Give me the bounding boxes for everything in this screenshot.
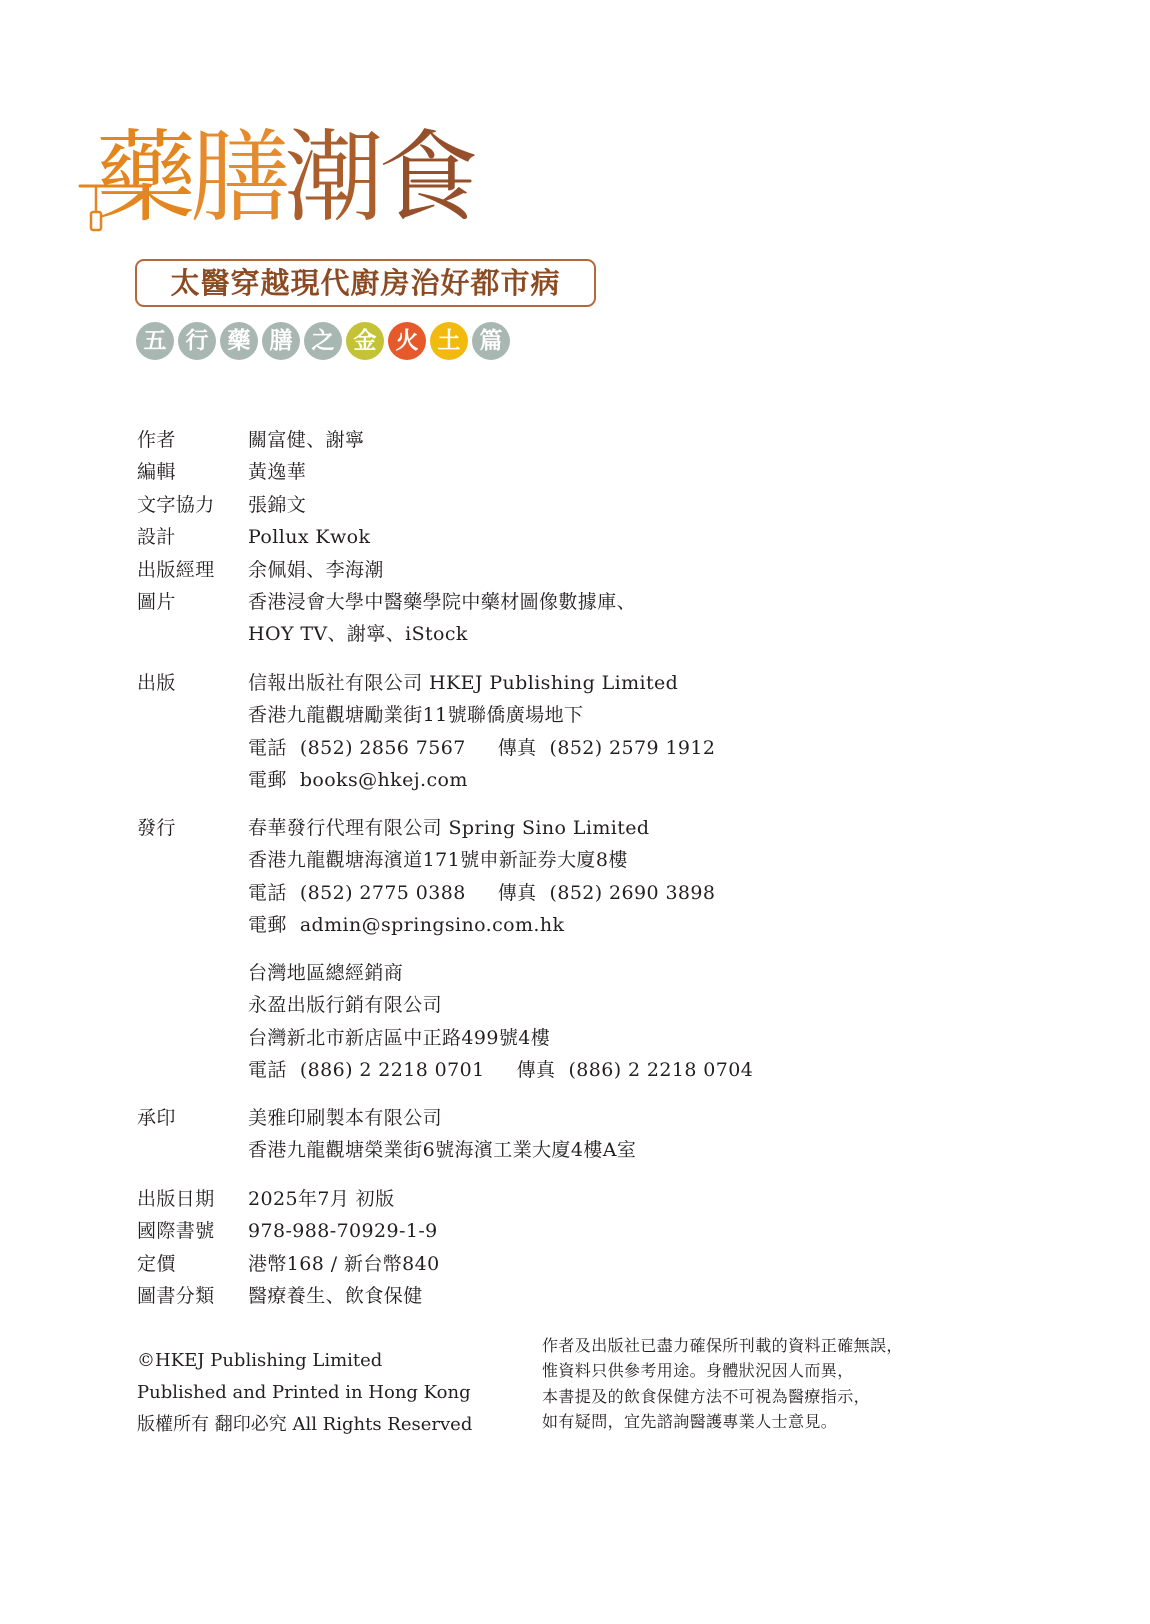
copyright-line: Published and Printed in Hong Kong [137, 1382, 471, 1403]
phone-number: (852) 2856 7567 [299, 736, 466, 759]
detail-row-category [137, 1280, 897, 1312]
credits-section [137, 424, 897, 651]
detail-value: 醫療養生、飲食保健 [248, 1285, 423, 1308]
publisher-info [248, 667, 897, 797]
logo-char: 食 [378, 119, 472, 236]
series-badge: 之 [304, 322, 342, 360]
copyright-notice [137, 1345, 517, 1441]
taiwan-distributor-heading: 台灣地區總經銷商 [248, 962, 404, 984]
fax-number: (886) 2 2218 0704 [568, 1059, 754, 1082]
distributor-label: 發行 [137, 817, 176, 839]
subtitle-box [135, 259, 596, 307]
email-address: admin@springsino.com.hk [299, 914, 565, 937]
credit-row-writing-assist [137, 489, 897, 521]
printer-row [137, 1102, 897, 1167]
printer-info [248, 1102, 897, 1167]
email-label: 電郵 [248, 769, 287, 792]
phone-number: (886) 2 2218 0701 [299, 1059, 485, 1082]
detail-row-price [137, 1248, 897, 1280]
disclaimer-line: 如有疑問，宜先諮詢醫護專業人士意見。 [542, 1411, 838, 1431]
detail-row-isbn [137, 1215, 897, 1247]
fax-label: 傳真 [497, 881, 537, 904]
phone-label: 電話 [248, 736, 287, 759]
series-badges [136, 322, 510, 360]
credit-row-design [137, 521, 897, 553]
series-badge: 火 [388, 322, 426, 360]
taiwan-distributor-address: 台灣新北市新店區中正路499號4樓 [248, 1026, 551, 1049]
email-label: 電郵 [248, 914, 287, 937]
phone-number: (852) 2775 0388 [299, 881, 466, 904]
publisher-section [137, 667, 897, 797]
distributor-section [137, 812, 897, 942]
detail-row-date [137, 1183, 897, 1215]
credit-label: 作者 [137, 429, 176, 451]
fax-number: (852) 2690 3898 [549, 881, 716, 904]
logo-char: 藥 [96, 119, 190, 236]
detail-label: 國際書號 [137, 1220, 215, 1243]
phone-label: 電話 [248, 881, 287, 904]
logo-char: 膳 [190, 119, 284, 236]
credit-value-line: 香港浸會大學中醫藥學院中藥材圖像數據庫、 [248, 591, 637, 614]
credit-row-images [137, 586, 897, 651]
disclaimer [542, 1333, 922, 1434]
publisher-label: 出版 [137, 672, 176, 694]
series-badge: 行 [178, 322, 216, 360]
copyright-line: 版權所有 翻印必究 All Rights Reserved [137, 1414, 473, 1435]
printer-label: 承印 [137, 1107, 176, 1129]
credit-value: 張錦文 [248, 493, 307, 516]
copyright-line: ©HKEJ Publishing Limited [137, 1350, 383, 1371]
credit-value-line: HOY TV、謝寧、iStock [248, 623, 468, 646]
credit-label: 文字協力 [137, 493, 215, 516]
distributor-phone-line [248, 877, 897, 909]
publisher-row [137, 667, 897, 797]
publisher-name: 信報出版社有限公司 HKEJ Publishing Limited [248, 672, 679, 694]
distributor-info [248, 812, 897, 942]
series-badge: 五 [136, 322, 174, 360]
credit-label: 圖片 [137, 591, 176, 614]
credit-row-editor [137, 456, 897, 488]
series-badge: 金 [346, 322, 384, 360]
publisher-address: 香港九龍觀塘勵業街11號聯僑廣場地下 [248, 704, 584, 727]
detail-value: 978-988-70929-1-9 [248, 1220, 438, 1243]
series-badge: 膳 [262, 322, 300, 360]
detail-label: 定價 [137, 1252, 176, 1275]
email-address: books@hkej.com [299, 769, 468, 792]
disclaimer-line: 惟資料只供參考用途。身體狀況因人而異， [542, 1361, 854, 1381]
details-section [137, 1183, 897, 1313]
taiwan-distributor-info [248, 957, 897, 1087]
distributor-name: 春華發行代理有限公司 Spring Sino Limited [248, 817, 650, 839]
subtitle: 太醫穿越現代廚房治好都市病 [170, 266, 561, 300]
logo-char: 潮 [284, 119, 378, 236]
fax-label: 傳真 [497, 736, 537, 759]
distributor-address: 香港九龍觀塘海濱道171號申新証券大廈8樓 [248, 849, 628, 872]
detail-value: 港幣168 / 新台幣840 [248, 1252, 440, 1275]
series-badge: 藥 [220, 322, 258, 360]
taiwan-distributor-row [137, 957, 897, 1087]
series-badge: 土 [430, 322, 468, 360]
fax-number: (852) 2579 1912 [549, 736, 716, 759]
printer-address: 香港九龍觀塘榮業街6號海濱工業大廈4樓A室 [248, 1139, 637, 1162]
disclaimer-line: 作者及出版社已盡力確保所刊載的資料正確無誤， [542, 1336, 903, 1355]
credit-value [248, 586, 897, 651]
credit-value: 黃逸華 [248, 461, 307, 484]
publisher-phone-line [248, 732, 897, 764]
detail-label: 出版日期 [137, 1188, 215, 1210]
printer-section [137, 1102, 897, 1167]
phone-label: 電話 [248, 1059, 287, 1082]
credit-row-publishing-manager [137, 554, 897, 586]
distributor-email-line [248, 909, 897, 941]
taiwan-distributor-name: 永盈出版行銷有限公司 [248, 994, 443, 1017]
printer-name: 美雅印刷製本有限公司 [248, 1107, 443, 1129]
credit-label: 設計 [137, 526, 176, 549]
empty-label [137, 957, 248, 1087]
series-badge: 篇 [472, 322, 510, 360]
credit-value: 關富健、謝寧 [248, 429, 365, 451]
credit-label: 編輯 [137, 461, 176, 484]
disclaimer-line: 本書提及的飲食保健方法不可視為醫療指示， [542, 1386, 871, 1406]
taiwan-distributor-phone-line [248, 1054, 897, 1086]
publisher-email-line [248, 764, 897, 796]
credit-value: Pollux Kwok [248, 526, 371, 549]
credit-value: 余佩娟、李海潮 [248, 558, 384, 581]
credit-row-author [137, 424, 897, 456]
distributor-row [137, 812, 897, 942]
credit-label: 出版經理 [137, 558, 215, 581]
fax-label: 傳真 [516, 1059, 556, 1082]
taiwan-distributor-section [137, 957, 897, 1087]
detail-value: 2025年7月 初版 [248, 1188, 395, 1210]
book-title-logo [96, 118, 472, 238]
detail-label: 圖書分類 [137, 1285, 215, 1308]
